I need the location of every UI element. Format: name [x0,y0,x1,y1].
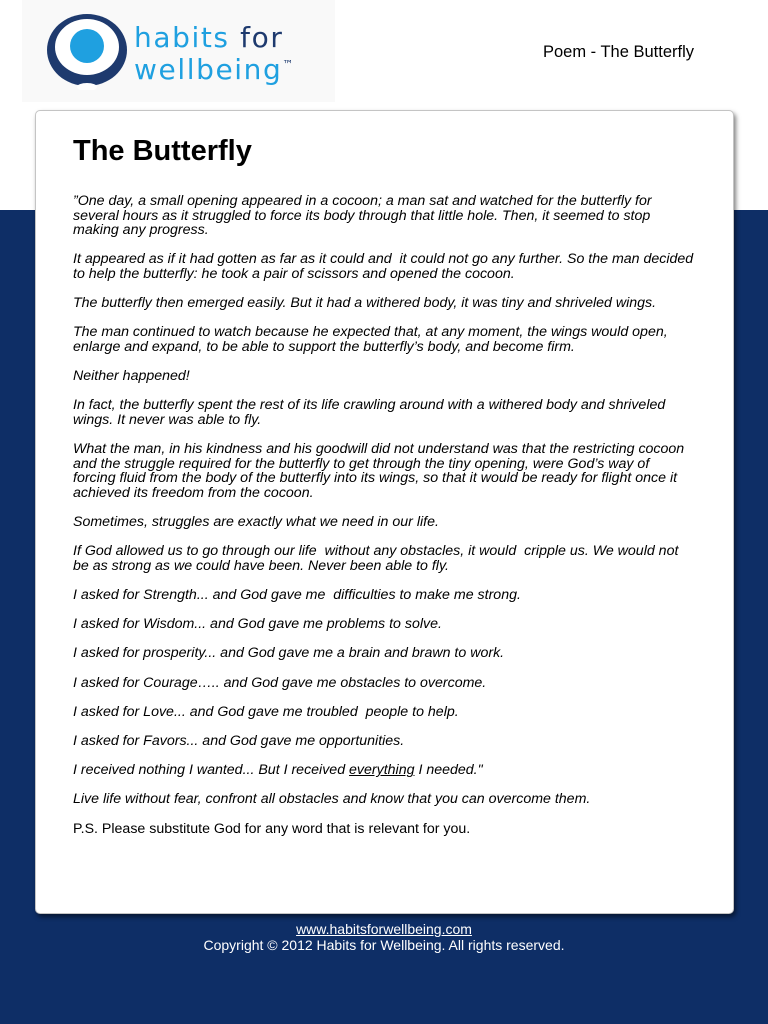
poem-paragraph: The butterfly then emerged easily. But it had a withered body, it was tiny and shriveled wings. [73,295,657,312]
wellbeing-emblem-icon [44,12,132,90]
poem-paragraph: Neither happened! [73,368,190,385]
logo-line-1 [134,21,293,54]
copyright-notice: Copyright © 2012 Habits for Wellbeing. All rights reserved. [203,937,565,953]
postscript: P.S. Please substitute God for any word that is relevant for you. [73,820,471,837]
website-link[interactable]: www.habitsforwellbeing.com [296,921,472,937]
emphasized-word: everything [349,762,415,779]
document-header-title: Poem - The Butterfly [542,43,694,61]
logo-dot [70,29,104,63]
poem-body [73,193,698,837]
received-text-after: I needed." [414,762,483,779]
poem-paragraph: I asked for Strength... and God gave me difficulties to make me strong. [73,587,521,604]
poem-paragraph: If God allowed us to go through our life without any obstacles, it would cripple us. We would not be as strong as we could have been. Never been able to fly. [73,543,683,574]
poem-paragraph: I asked for Love... and God gave me troubled people to help. [73,703,459,720]
logo-word-for: for [240,21,284,54]
poem-paragraph: It appeared as if it had gotten as far as it could and it could not go any further. So the man decided to help the butterfly: he took a pair of scissors and opened the cocoon. [73,251,698,282]
logo-line-2 [134,51,294,86]
poem-paragraph: In fact, the butterfly spent the rest of its life crawling around with a withered body and shriveled wings. It never was able to fly. [73,397,670,428]
poem-paragraph: What the man, in his kindness and his goodwill did not understand was that the restricting cocoon and the struggle required for the butterfly to get through the tiny opening, were God’s way of forcing fluid from the body of the butterfly into its wings, so that it would be ready for flight once it achieved its freedom from the cocoon. [73,441,689,501]
poem-paragraph: ”One day, a small opening appeared in a cocoon; a man sat and watched for the butterfly for several hours as it struggled to force its body through that little hole. Then, it seemed to stop making any progress. [73,193,656,239]
poem-paragraph-closing: Live life without fear, confront all obstacles and know that you can overcome them. [73,791,591,808]
logo-word-wellbeing: wellbeing [134,53,283,86]
received-text-before: I received nothing I wanted... But I received [73,762,350,779]
logo-word-habits: habits [134,21,230,54]
trademark-symbol: ™ [282,58,294,71]
poem-paragraph: I asked for prosperity... and God gave me a brain and brawn to work. [73,645,505,662]
poem-paragraph: I asked for Wisdom... and God gave me problems to solve. [73,616,442,633]
footer [0,921,768,953]
poem-paragraph: I asked for Favors... and God gave me opportunities. [73,732,405,749]
brand-logo-text [134,21,294,86]
poem-paragraph: The man continued to watch because he expected that, at any moment, the wings would open, enlarge and expand, to be able to support the butterfly’s body, and become firm. [73,324,672,355]
content-card [35,110,734,914]
poem-paragraph: Sometimes, struggles are exactly what we need in our life. [73,514,439,531]
page-title: The Butterfly [73,135,252,167]
poem-paragraph: I asked for Courage….. and God gave me obstacles to overcome. [73,674,487,691]
poem-paragraph-received [73,763,695,778]
footer-link-row [0,921,768,937]
